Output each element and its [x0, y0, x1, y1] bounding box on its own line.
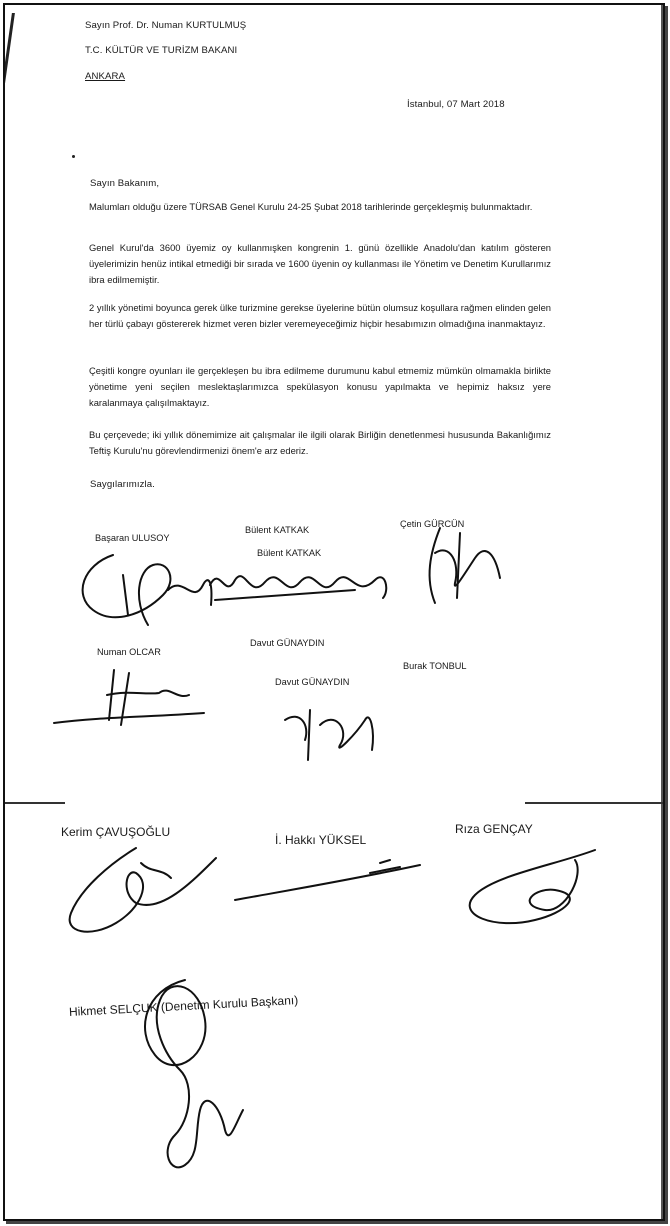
closing: Saygılarımızla.: [90, 479, 155, 490]
signatory-name-hakki: İ. Hakkı YÜKSEL: [275, 833, 367, 847]
recipient-line: Sayın Prof. Dr. Numan KURTULMUŞ: [85, 20, 247, 31]
signatory-name-hikmet: Hikmet SELÇUK (Denetim Kurulu Başkanı): [68, 993, 299, 1019]
signature-riza: [435, 845, 605, 935]
signature-hikmet: [125, 960, 265, 1200]
scan-dot: [72, 155, 75, 158]
signature-basaran: [73, 545, 223, 635]
scan-fold-line-right: [525, 802, 665, 804]
signature-davut: [280, 690, 390, 770]
letter-page: [3, 3, 665, 1221]
signatory-name-bulent-top: Bülent KATKAK: [245, 525, 310, 535]
city-line: ANKARA: [85, 71, 126, 82]
signatory-name-davut-top: Davut GÜNAYDIN: [250, 638, 325, 648]
signatory-name-bulent: Bülent KATKAK: [257, 548, 322, 558]
scan-fold-line: [5, 802, 65, 804]
signatory-name-cetin: Çetin GÜRCÜN: [400, 519, 465, 529]
salutation: Sayın Bakanım,: [90, 178, 160, 189]
signatory-name-numan: Numan OLCAR: [97, 647, 161, 657]
letter-date: İstanbul, 07 Mart 2018: [407, 99, 505, 110]
ministry-line: T.C. KÜLTÜR VE TURİZM BAKANI: [85, 45, 238, 56]
signature-numan: [49, 665, 209, 735]
scan-edge-mark-right: [661, 5, 663, 1219]
signature-cetin: [405, 523, 515, 613]
signature-bulent: [205, 560, 395, 610]
signature-kerim: [41, 843, 231, 943]
signatory-name-davut: Davut GÜNAYDIN: [275, 677, 350, 687]
paragraph-5: Bu çerçevede; iki yıllık dönemimize ait çalışmalar ile ilgili olarak Birliğin denetlenmesi hususunda Bakanlığımız Teftiş Kurulu'nu görevlendirmenizi önem'e arz ederiz.: [89, 429, 551, 456]
signatory-name-burak: Burak TONBUL: [403, 661, 467, 671]
signatory-name-basaran: Başaran ULUSOY: [95, 533, 170, 543]
paragraph-3: 2 yıllık yönetimi boyunca gerek ülke turizmine gerekse üyelerine bütün olumsuz koşullara rağmen elinden gelen her türlü çabayı göstererek hizmet veren bizler veremeyeceğimiz hiçbir hesabımızın olmadığına inanmaktayız.: [89, 302, 551, 329]
signatory-name-kerim: Kerim ÇAVUŞOĞLU: [61, 825, 171, 839]
paragraph-1: Malumları olduğu üzere TÜRSAB Genel Kurulu 24-25 Şubat 2018 tarihlerinde gerçekleşmiş bulunmaktadır.: [89, 201, 533, 212]
signatory-name-riza: Rıza GENÇAY: [455, 822, 533, 836]
scan-edge-mark: [3, 13, 15, 83]
signature-hakki: [230, 855, 430, 915]
paragraph-2: Genel Kurul'da 3600 üyemiz oy kullanmışken kongrenin 1. günü özellikle Anadolu'dan katılım gösteren üyelerimizin henüz intikal etmediği bir sırada ve 1600 üyenin oy kullanması ile Yönetim ve Denetim Kurullarımız ibra edilmemiştir.: [89, 242, 551, 285]
paragraph-4: Çeşitli kongre oyunları ile gerçekleşen bu ibra edilmeme durumunu kabul etmemiz mümkün olmamakla birlikte yönetime yeni seçilen meslektaşlarımızca spekülasyon konusu yapılmakta ve hepimiz haksız yere karalanmaya çalışılmaktayız.: [89, 365, 551, 408]
